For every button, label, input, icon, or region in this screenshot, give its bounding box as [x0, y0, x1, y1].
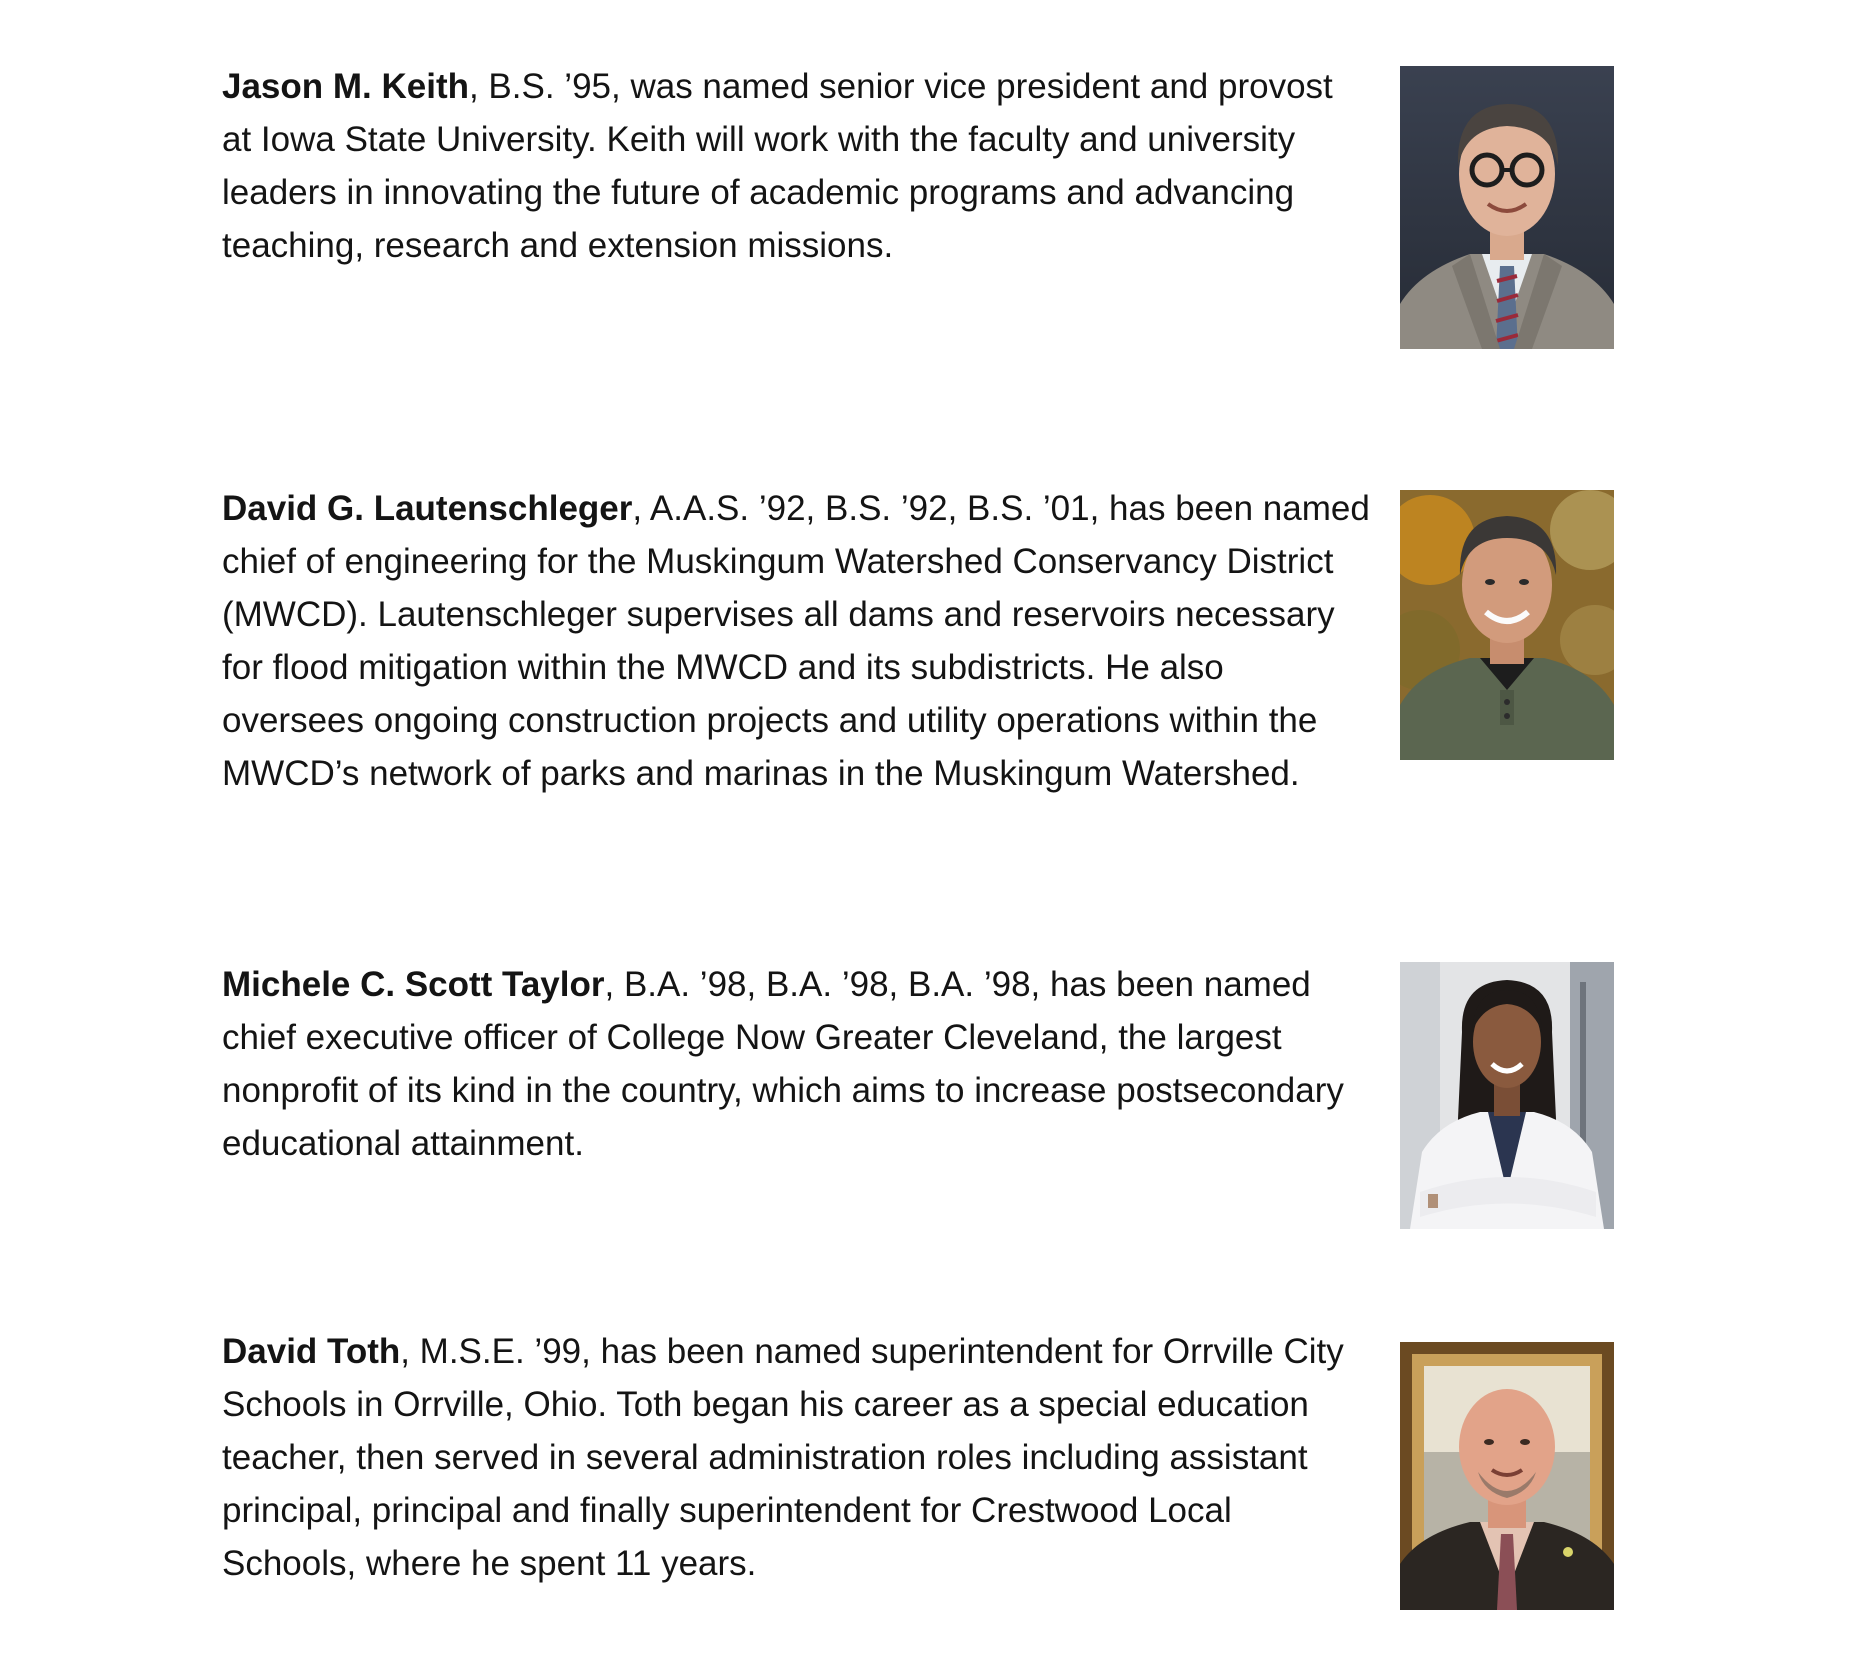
alumni-bio — [222, 60, 1370, 272]
portrait-photo-toth — [1400, 1342, 1614, 1610]
alumni-details: , A.A.S. ’92, B.S. ’92, B.S. ’01, has been named chief of engineering for the Muskingum Watershed Conservancy District (MWCD). Lautenschleger supervises all dams and reservoirs necessary for flood mitigation within the MWCD and its subdistricts. He also oversees ongoing construction projects and utility operations within the MWCD’s network of parks and marinas in the Muskingum Watershed. — [222, 489, 1370, 793]
alumni-details: , B.S. ’95, was named senior vice president and provost at Iowa State University. Keith will work with the faculty and university leaders in innovating the future of academic programs and advancing teaching, research and extension missions. — [222, 67, 1333, 265]
alumni-entry-lautenschleger — [222, 482, 1370, 800]
alumni-details: , B.A. ’98, B.A. ’98, B.A. ’98, has been named chief executive officer of College Now Greater Cleveland, the largest nonprofit of its kind in the country, which aims to increase postsecondary educational attainment. — [222, 965, 1344, 1163]
alumni-bio — [222, 482, 1370, 800]
alumni-details: , M.S.E. ’99, has been named superintendent for Orrville City Schools in Orrville, Ohio. Toth began his career as a special education teacher, then served in several administration roles including assistant principal, principal and finally superintendent for Crestwood Local Schools, where he spent 11 years. — [222, 1332, 1344, 1583]
alumni-bio — [222, 1325, 1370, 1590]
alumni-entry-scott-taylor — [222, 958, 1370, 1170]
alumni-bio — [222, 958, 1370, 1170]
portrait-photo-lautenschleger — [1400, 490, 1614, 760]
alumni-name: Michele C. Scott Taylor — [222, 965, 605, 1004]
alumni-entry-toth — [222, 1325, 1370, 1590]
alumni-entry-keith — [222, 60, 1370, 272]
portrait-photo-keith — [1400, 66, 1614, 349]
portrait-photo-scott-taylor — [1400, 962, 1614, 1229]
alumni-name: David G. Lautenschleger — [222, 489, 633, 528]
alumni-name: David Toth — [222, 1332, 401, 1371]
alumni-name: Jason M. Keith — [222, 67, 469, 106]
